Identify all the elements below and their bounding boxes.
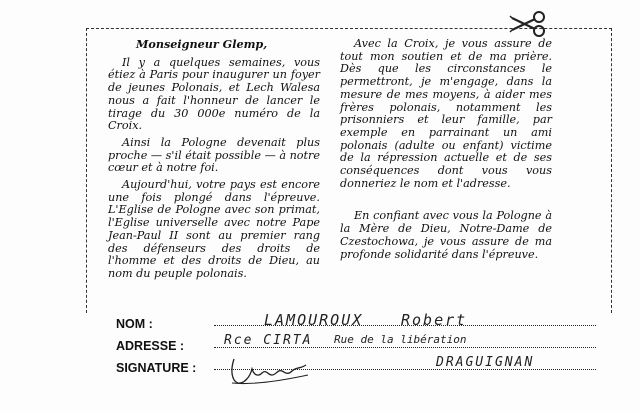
scissors-icon <box>508 10 548 38</box>
adresse-row <box>116 335 616 357</box>
paragraph: Il y a quelques semaines, vous étiez à Paris pour inaugurer un foyer de jeunes Polonais, et Lech Walesa nous a fait l'honneur de lancer le tirage du 30 000e numéro de la Croix. <box>108 55 320 133</box>
adresse-label: ADRESSE : <box>116 339 185 353</box>
salutation: Monseigneur Glemp, <box>136 37 268 51</box>
nom-row <box>116 313 616 335</box>
signature-row <box>116 357 616 379</box>
handwritten-signature <box>228 353 312 387</box>
letter-left-column <box>108 38 320 285</box>
paragraph: Ainsi la Pologne devenait plus proche — s'il était possible — à notre cœur et à notre foi. <box>108 135 320 175</box>
paragraph: Avec la Croix, je vous assure de tout mon soutien et de ma prière. Dès que les circonstances le permettront, je m'engage, dans la mesure de mes moyens, à aider mes frères polonais, notamment les prisonniers et leur famille, par exemple en parrainant un ami polonais (adulte ou enfant) victime de la répression actuelle et de ses conséquences dont vous vous donneriez le nom et l'adresse. <box>340 37 552 190</box>
signature-city-handwritten[interactable]: DRAGUIGNAN <box>436 355 535 370</box>
signature-label: SIGNATURE : <box>116 361 197 375</box>
prenom-handwritten[interactable]: Robert <box>401 311 468 329</box>
reply-form <box>116 313 616 379</box>
adresse-handwritten-1[interactable]: Rce CIRTA <box>224 333 313 348</box>
letter-right-column <box>340 38 552 265</box>
nom-handwritten[interactable]: LAMOUROUX <box>264 311 364 329</box>
paragraph: En confiant avec vous la Pologne à la Mère de Dieu, Notre-Dame de Czestochowa, je vous assure de ma profonde solidarité dans l'épreuve. <box>340 209 552 261</box>
adresse-handwritten-2[interactable]: Rue de la libération <box>334 333 467 346</box>
nom-label: NOM : <box>116 317 153 331</box>
paragraph: Aujourd'hui, votre pays est encore une fois plongé dans l'épreuve. L'Eglise de Pologne avec son primat, l'Eglise universelle avec notre Pape Jean-Paul II sont au premier rang des défenseurs des droits de l'homme et des droits de Dieu, au nom du peuple polonais. <box>108 178 320 280</box>
